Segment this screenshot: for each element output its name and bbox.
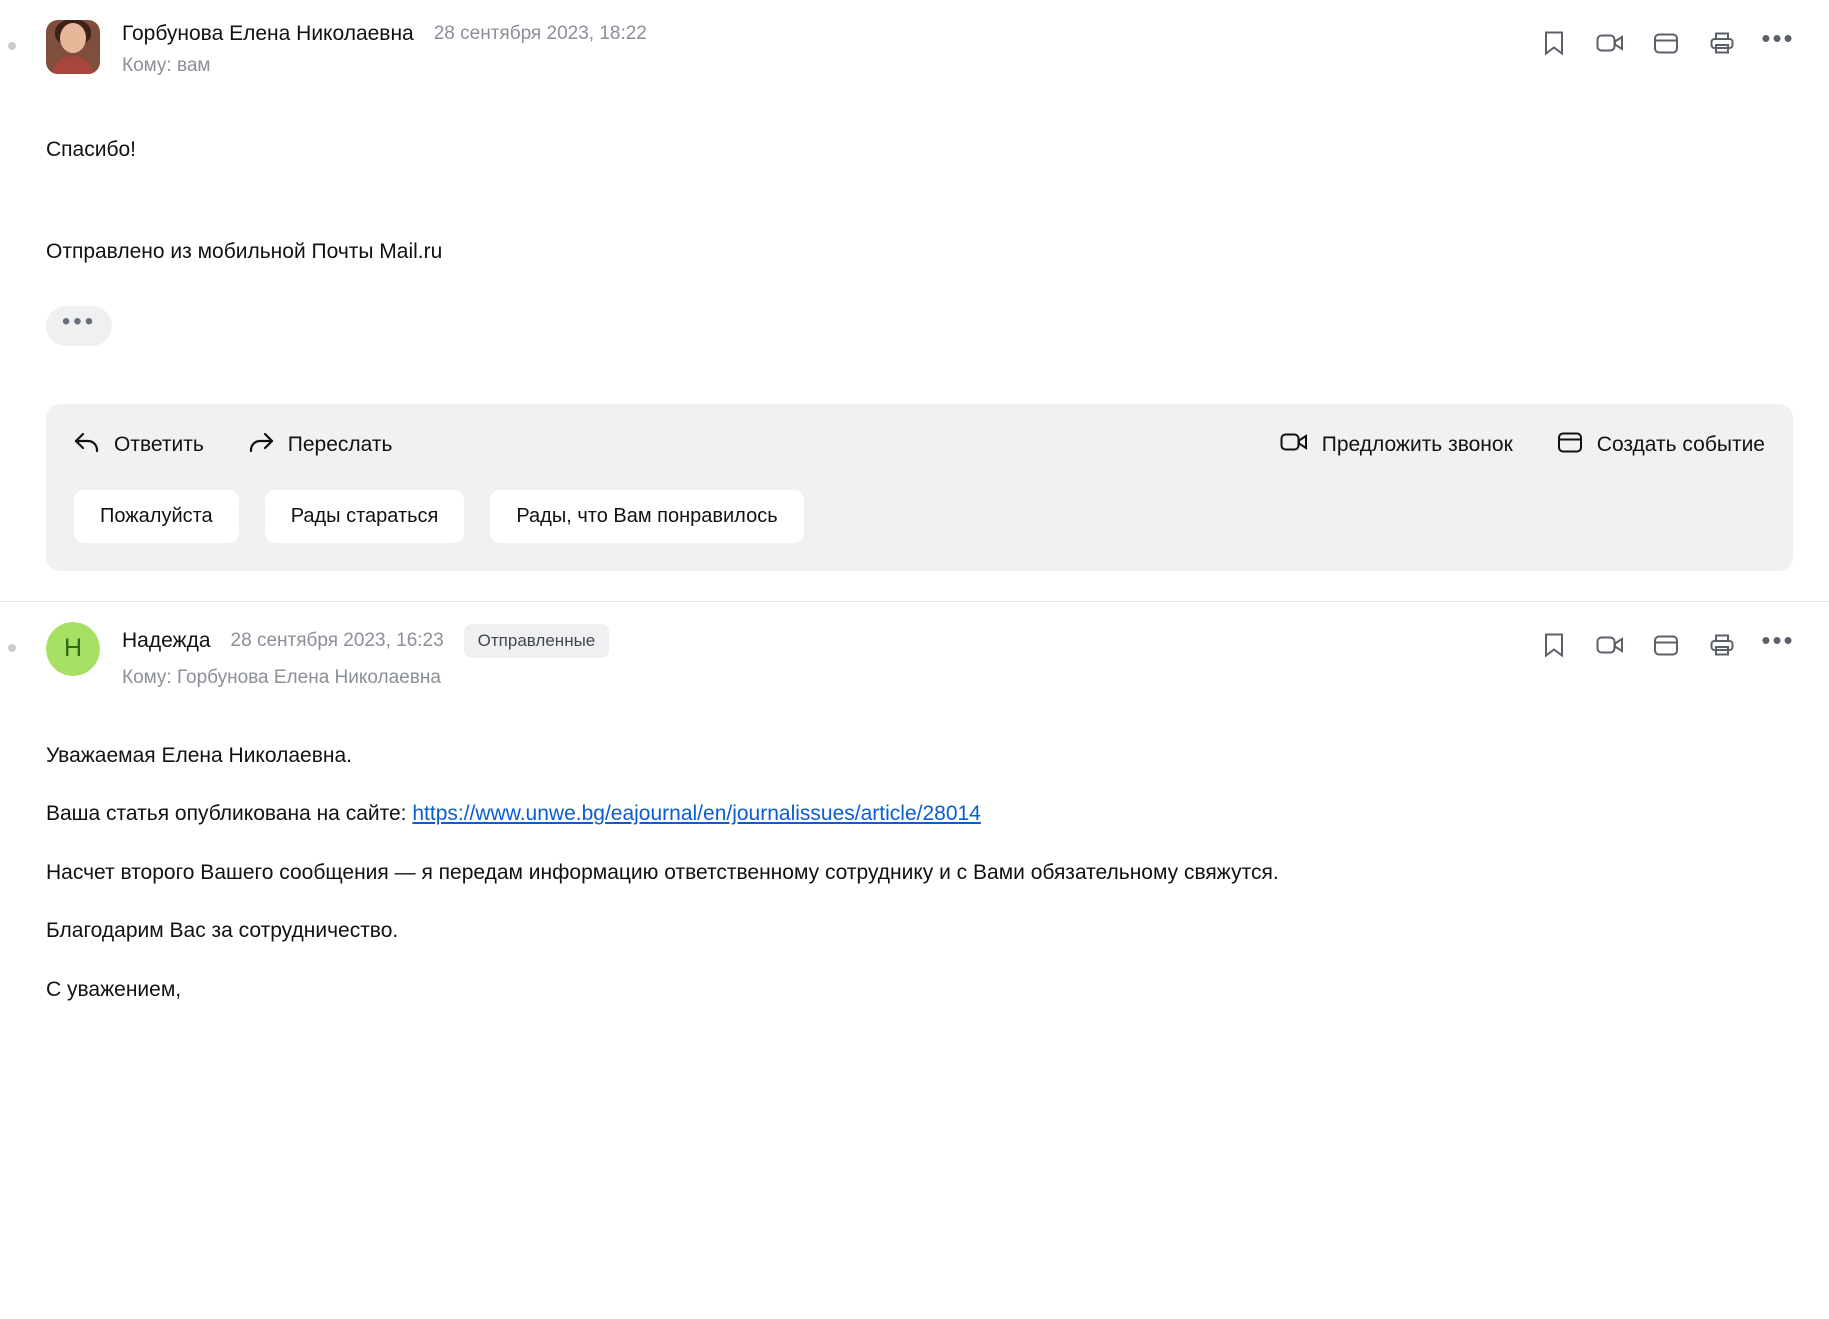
quick-reply-chip[interactable]: Рады стараться [265, 490, 465, 543]
avatar-photo [46, 20, 100, 74]
reply-label: Ответить [114, 432, 204, 456]
bookmark-icon[interactable] [1539, 630, 1569, 660]
message-header [0, 0, 1829, 77]
message-date: 28 сентября 2023, 18:22 [433, 23, 647, 44]
message-header [0, 602, 1829, 689]
article-link[interactable]: https://www.unwe.bg/eajournal/en/journalissues/article/28014 [412, 802, 981, 826]
suggest-call-button[interactable] [1280, 431, 1513, 459]
spacer [46, 165, 1783, 237]
body-paragraph: Насчет второго Вашего сообщения — я передам информацию ответственному сотруднику и с Вами обязательному свяжутся. [46, 860, 1279, 884]
action-panel-right [1280, 430, 1765, 460]
body-paragraph [46, 799, 1783, 829]
video-call-icon [1280, 431, 1308, 459]
body-paragraph: Спасибо! [46, 138, 136, 161]
body-paragraph: Благодарим Вас за сотрудничество. [46, 919, 399, 943]
message-body [0, 689, 1829, 1005]
message-toolbar [1539, 20, 1793, 58]
reply-button[interactable] [74, 431, 204, 459]
suggest-call-label: Предложить звонок [1321, 432, 1513, 456]
recipients-line [122, 667, 1539, 689]
action-panel-row [74, 430, 1765, 460]
body-signature: Отправлено из мобильной Почты Mail.ru [46, 240, 443, 264]
calendar-icon[interactable] [1651, 630, 1681, 660]
avatar-initial: Н [46, 622, 100, 676]
message-date: 28 сентября 2023, 16:23 [230, 629, 444, 651]
avatar[interactable] [46, 20, 100, 74]
print-icon[interactable] [1707, 630, 1737, 660]
recipients-value[interactable]: Горбунова Елена Николаевна [176, 666, 441, 688]
quick-reply-chip[interactable]: Рады, что Вам понравилось [490, 490, 803, 543]
message-body [0, 77, 1829, 346]
recipients-value[interactable]: вам [176, 55, 211, 76]
body-text: Ваша статья опубликована на сайте: [46, 802, 413, 826]
expand-quote-dots: ••• [61, 307, 97, 335]
body-greeting: Уважаемая Елена Николаевна. [46, 743, 352, 767]
quick-reply-list [74, 490, 1765, 543]
message-item [0, 602, 1829, 1005]
video-call-icon[interactable] [1595, 28, 1625, 58]
reply-icon [74, 431, 100, 459]
create-event-label: Создать событие [1596, 432, 1765, 456]
sender-name[interactable]: Горбунова Елена Николаевна [122, 22, 414, 45]
recipients-label: Кому: [122, 55, 172, 76]
forward-button[interactable] [248, 431, 393, 459]
forward-label: Переслать [287, 432, 393, 456]
message-item [0, 0, 1829, 602]
message-toolbar [1539, 622, 1793, 660]
more-icon[interactable]: ••• [1761, 624, 1795, 655]
print-icon[interactable] [1707, 28, 1737, 58]
sender-name[interactable]: Надежда [122, 628, 211, 652]
avatar-body [51, 56, 95, 74]
message-meta [122, 20, 1539, 77]
calendar-icon [1557, 430, 1583, 460]
calendar-icon[interactable] [1651, 28, 1681, 58]
message-meta-top [122, 22, 1539, 46]
message-meta [122, 622, 1539, 689]
bookmark-icon[interactable] [1539, 28, 1569, 58]
forward-icon [248, 431, 274, 459]
message-action-panel [46, 404, 1793, 571]
body-closing: С уважением, [46, 977, 182, 1001]
avatar[interactable] [46, 622, 100, 676]
recipients-line [122, 55, 1539, 77]
quick-reply-chip[interactable]: Пожалуйста [74, 490, 239, 543]
avatar-face [60, 23, 86, 53]
create-event-button[interactable] [1557, 430, 1765, 460]
recipients-label: Кому: [122, 666, 172, 688]
message-meta-top [122, 624, 1539, 658]
video-call-icon[interactable] [1595, 630, 1625, 660]
folder-badge[interactable]: Отправленные [464, 624, 610, 658]
expand-quote-button[interactable] [46, 306, 112, 346]
more-icon[interactable]: ••• [1761, 23, 1795, 53]
